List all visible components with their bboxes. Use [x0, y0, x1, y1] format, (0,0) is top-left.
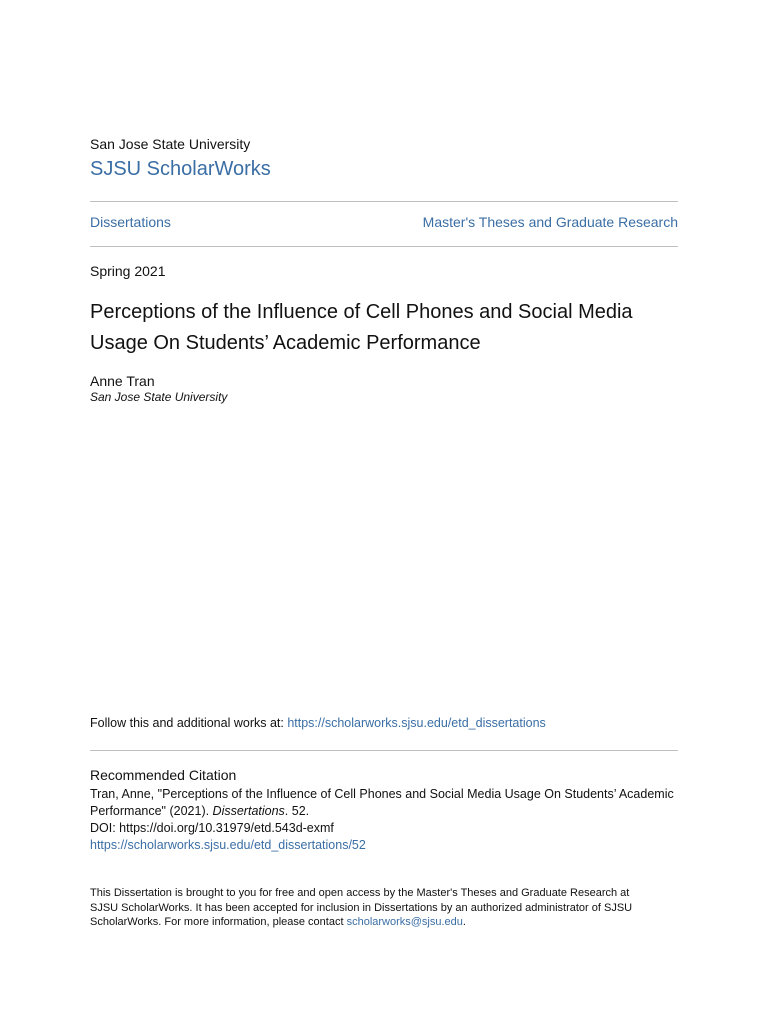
contact-email-link[interactable]: scholarworks@sjsu.edu	[346, 916, 463, 928]
citation-line	[90, 803, 678, 820]
divider	[90, 750, 678, 751]
divider	[90, 201, 678, 202]
citation-line: Tran, Anne, "Perceptions of the Influence of Cell Phones and Social Media Usage On Students’ Academic	[90, 787, 674, 801]
dissertations-link[interactable]: Dissertations	[90, 214, 171, 230]
citation-url-link[interactable]: https://scholarworks.sjsu.edu/etd_dissertations/52	[90, 838, 366, 852]
notice-line: This Dissertation is brought to you for free and open access by the Master's Theses and Graduate Research at	[90, 887, 630, 899]
follow-works	[90, 716, 678, 730]
author-affiliation: San Jose State University	[90, 390, 228, 404]
document-title	[90, 297, 678, 359]
notice-text: .	[462, 916, 466, 928]
notice-line: SJSU ScholarWorks. It has been accepted for inclusion in Dissertations by an authorized administrator of SJSU	[90, 901, 633, 914]
notice-line	[90, 915, 678, 930]
citation-text: . 52.	[284, 804, 310, 818]
collection-nav	[90, 214, 678, 230]
notice-text: ScholarWorks. For more information, please contact	[90, 916, 347, 928]
citation-text: Performance" (2021).	[90, 804, 213, 818]
citation-series: Dissertations	[212, 804, 285, 818]
follow-url-link[interactable]: https://scholarworks.sjsu.edu/etd_dissertations	[287, 716, 546, 730]
author-name: Anne Tran	[90, 373, 155, 389]
citation-heading: Recommended Citation	[90, 767, 237, 783]
citation-doi: DOI: https://doi.org/10.31979/etd.543d-exmf	[90, 821, 334, 835]
title-line: Usage On Students’ Academic Performance	[90, 332, 481, 354]
title-line: Perceptions of the Influence of Cell Phones and Social Media	[90, 301, 633, 323]
publication-date: Spring 2021	[90, 263, 166, 279]
citation-body	[90, 786, 678, 854]
follow-text: Follow this and additional works at:	[90, 716, 288, 730]
divider	[90, 246, 678, 247]
repository-link[interactable]: SJSU ScholarWorks	[90, 158, 271, 180]
theses-research-link[interactable]: Master's Theses and Graduate Research	[422, 214, 678, 230]
access-notice	[90, 886, 678, 930]
institution-name: San Jose State University	[90, 136, 251, 152]
